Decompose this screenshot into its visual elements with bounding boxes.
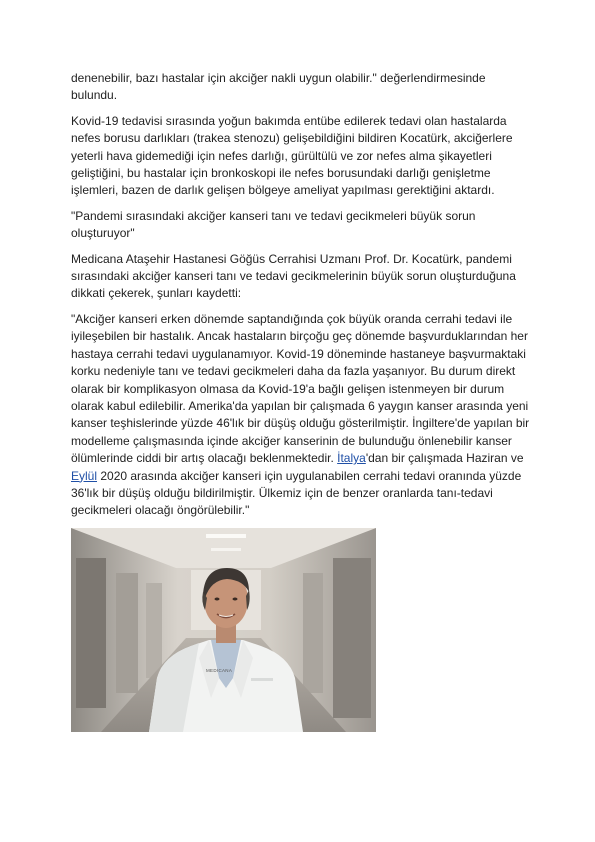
coat-logo-text: MEDICANA: [206, 668, 233, 673]
article-body: [71, 70, 531, 528]
quote-text-c: 2020 arasında akciğer kanseri için uygulanabilen cerrahi tedavi oranında yüzde 36'lık bir düşüş olduğu bildirilmiştir. Ülkemiz için de benzer oranlarda tanı-tedavi gecikmeleri olacağı öngörülebilir.": [71, 468, 522, 518]
quote-text-b: 'dan bir çalışmada Haziran ve: [365, 451, 524, 466]
doctor-photo: [71, 528, 376, 732]
paragraph-5: [71, 311, 531, 520]
link-eylul[interactable]: Eylül: [71, 468, 98, 483]
paragraph-1: denenebilir, bazı hastalar için akciğer nakli uygun olabilir." değerlendirmesinde bulundu.: [71, 71, 486, 103]
subheading-quote: "Pandemi sırasındaki akciğer kanseri tanı ve tedavi gecikmeleri büyük sorun oluşturuyor": [71, 208, 476, 241]
paragraph-4: Medicana Ataşehir Hastanesi Göğüs Cerrahisi Uzmanı Prof. Dr. Kocatürk, pandemi sırasındaki akciğer kanseri tanı ve tedavi gecikmelerinin büyük sorun oluşturduğuna dikkati çekerek, şunları kaydetti:: [71, 251, 516, 301]
quote-text-a: "Akciğer kanseri erken dönemde saptandığında çok büyük oranda cerrahi tedavi ile iyileşebilen bir hastalık. Ancak hastaların birçoğu geç dönemde başvurduklarından her hastaya cerrahi tedavi uygulanamıyor. Kovid-19 döneminde hastaneye başvurmaktaki korku nedeniyle tanı ve tedavi gecikmeleri daha da fazla yaşanıyor. Bu durum direkt olarak bir komplikasyon olmasa da Kovid-19'a bağlı gelişen istenmeyen bir durum olarak kabul edilebilir. Amerika'da yapılan bir çalışmada 6 yaygın kanser arasında yeni kanser teşhislerinde yüzde 46'lık bir düşüş olduğu gösterilmiştir. İngiltere'de yapılan bir modelleme çalışmasında içinde akciğer kanserinin de bulunduğu önlenebilir kanser ölümlerinde ciddi bir artış olacağı beklenmektedir.: [71, 311, 530, 466]
link-italya[interactable]: İtalya: [337, 451, 366, 466]
doctor-photo-illustration: [71, 528, 376, 732]
paragraph-2: Kovid-19 tedavisi sırasında yoğun bakımda entübe edilerek tedavi olan hastalarda nefes borusu darlıkları (trakea stenozu) gelişebildiğini bildiren Kocatürk, akciğerlere yeterli hava gidemediği için nefes darlığı, gürültülü ve zor nefes alma şikayetleri geliştiğini, bu hastalar için bronkoskopi ile nefes borusundaki darlığı genişletme işlemleri, bazen de darlık gelişen bölgeye ameliyat yapılması gerektiğini aktardı.: [71, 113, 513, 198]
